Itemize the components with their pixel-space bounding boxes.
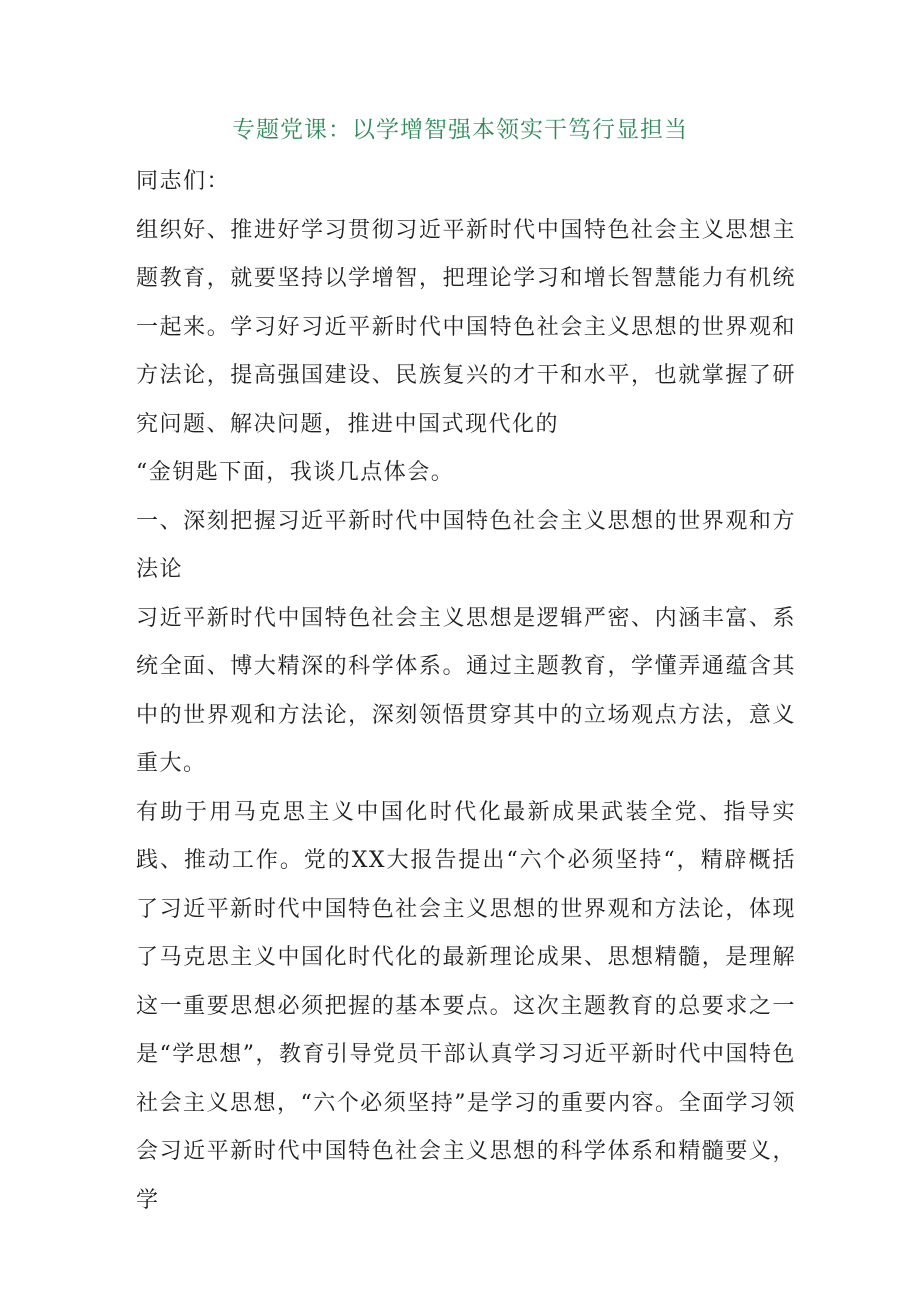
section-heading-1: 一、深刻把握习近平新时代中国特色社会主义思想的世界观和方法论 (136, 508, 796, 582)
intro-continuation: “金钥匙下面，我谈几点体会。 (136, 460, 455, 485)
intro-paragraph: 组织好、推进好学习贯彻习近平新时代中国特色社会主义思想主题教育，就要坚持以学增智，把理论学习和增长智慧能力有机统一起来。学习好习近平新时代中国特色社会主义思想的世界观和方法论，提高强国建设、民族复兴的才干和水平，也就掌握了研究问题、解决问题，推进中国式现代化的 (136, 217, 796, 437)
document-body (136, 158, 796, 1225)
document-title: 专题党课：以学增智强本领实干笃行显担当 (232, 117, 688, 143)
salutation: 同志们： (136, 169, 231, 194)
body-paragraph: 习近平新时代中国特色社会主义思想是逻辑严密、内涵丰富、系统全面、博大精深的科学体系。通过主题教育，学懂弄通蕴含其中的世界观和方法论，深刻领悟贯穿其中的立场观点方法，意义重大。 (136, 605, 796, 776)
body-paragraph: 有助于用马克思主义中国化时代化最新成果武装全党、指导实践、推动工作。党的XX大报告提出“六个必须坚持“，精辟概括了习近平新时代中国特色社会主义思想的世界观和方法论，体现了马克思主义中国化时代化的最新理论成果、思想精髓，是理解这一重要思想必须把握的基本要点。这次主题教育的总要求之一是“学思想”，教育引导党员干部认真学习习近平新时代中国特色社会主义思想，“六个必须坚持”是学习的重要内容。全面学习领会习近平新时代中国特色社会主义思想的科学体系和精髓要义，学 (136, 799, 796, 1213)
